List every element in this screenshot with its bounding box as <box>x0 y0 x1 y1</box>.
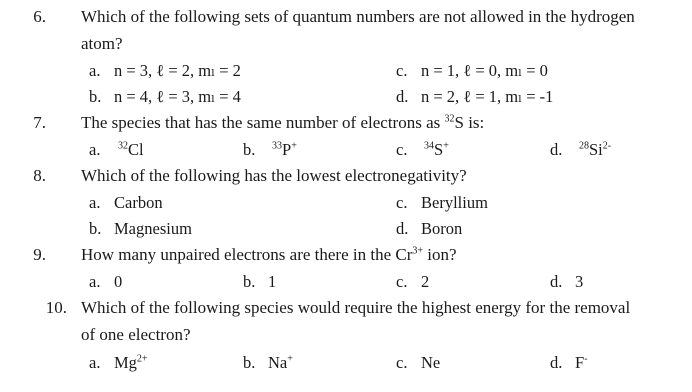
option-b: n = 4, ℓ = 3, mₗ = 4 <box>114 87 241 106</box>
option-label: c. <box>396 353 408 372</box>
option-b: 1 <box>268 272 277 291</box>
option-d: Boron <box>421 219 463 238</box>
question-stem-continued: atom? <box>81 34 123 53</box>
option-d: $^{28}Si^{2-}$ <box>579 140 612 159</box>
option-a: Carbon <box>114 193 163 212</box>
option-b: $^{33}$P+ <box>272 140 297 159</box>
option-label: d. <box>550 140 563 159</box>
option-label: b. <box>243 140 256 159</box>
option-label: d. <box>550 353 563 372</box>
option-label: c. <box>396 193 408 212</box>
option-a: 0 <box>114 272 123 291</box>
option-d: 3 <box>575 272 584 291</box>
option-c: 2 <box>421 272 430 291</box>
option-a: $Mg^{2+}$ <box>114 353 148 372</box>
option-c: n = 1, ℓ = 0, mₗ = 0 <box>421 61 548 80</box>
option-label: d. <box>550 272 563 291</box>
question-stem: Which of the following has the lowest electronegativity? <box>81 166 467 185</box>
question-stem: Which of the following sets of quantum numbers are not allowed in the hydrogen <box>81 7 635 26</box>
option-a: n = 3, ℓ = 2, mₗ = 2 <box>114 61 241 80</box>
option-label: a. <box>89 193 101 212</box>
option-label: d. <box>396 219 409 238</box>
question-stem: Which of the following species would require the highest energy for the removal <box>81 298 631 317</box>
option-c: Ne <box>421 353 441 372</box>
option-a: $^{32}$Cl <box>118 140 144 159</box>
question-number: 10. <box>45 298 67 317</box>
option-label: a. <box>89 140 101 159</box>
option-label: a. <box>89 272 101 291</box>
option-d: F- <box>575 353 588 372</box>
option-label: c. <box>396 61 408 80</box>
option-c: $^{34}$S+ <box>424 140 449 159</box>
question-number: 8. <box>33 166 46 185</box>
option-b: Na+ <box>268 353 293 372</box>
question-number: 7. <box>33 113 46 132</box>
option-label: c. <box>396 140 408 159</box>
option-label: d. <box>396 87 409 106</box>
question-stem: The species that has the same number of electrons as $^{32}$S is: <box>81 113 485 132</box>
option-b: Magnesium <box>114 219 192 238</box>
option-label: b. <box>243 272 256 291</box>
option-label: b. <box>243 353 256 372</box>
question-stem: How many unpaired electrons are there in the $Cr^{3+}$ ion? <box>81 245 457 264</box>
question-number: 6. <box>33 7 46 26</box>
option-label: b. <box>89 87 102 106</box>
question-stem-continued: of one electron? <box>81 325 191 344</box>
option-label: b. <box>89 219 102 238</box>
option-label: a. <box>89 353 101 372</box>
option-d: n = 2, ℓ = 1, mₗ = -1 <box>421 87 554 106</box>
option-label: a. <box>89 61 101 80</box>
question-number: 9. <box>33 245 46 264</box>
option-label: c. <box>396 272 408 291</box>
option-c: Beryllium <box>421 193 488 212</box>
